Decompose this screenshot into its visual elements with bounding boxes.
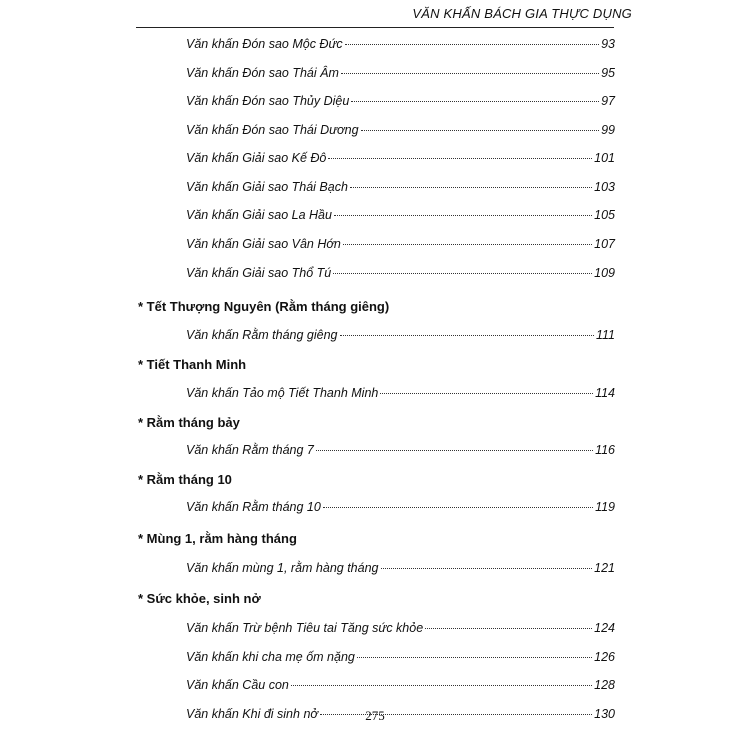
toc-entry-page: 99 <box>601 123 615 137</box>
running-header: VĂN KHẤN BÁCH GIA THỰC DỤNG <box>412 6 632 21</box>
dot-leader <box>333 273 592 274</box>
toc-entry-page: 114 <box>595 386 615 400</box>
toc-entry <box>186 123 615 137</box>
toc-entry-title: Văn khấn Giải sao Thổ Tú <box>186 266 332 280</box>
page-number: 275 <box>365 708 385 723</box>
toc-entry <box>186 94 615 108</box>
toc-entry-page: 97 <box>601 94 615 108</box>
toc-entry-title: Văn khấn Giải sao Thái Bạch <box>186 180 348 194</box>
toc-entry-page: 107 <box>594 237 615 251</box>
toc-entry <box>186 66 615 80</box>
toc-entry-page: 105 <box>594 208 615 222</box>
toc-entry-title: Văn khấn Giải sao Vân Hớn <box>186 237 341 251</box>
toc-entry-title: Văn khấn Đón sao Thái Dương <box>186 123 359 137</box>
toc-entry <box>186 208 615 222</box>
toc-entry-page: 103 <box>594 180 615 194</box>
toc-entry-page: 101 <box>594 151 615 165</box>
toc-entry-title: Văn khấn Khi đi sinh nở <box>186 707 318 721</box>
dot-leader <box>351 101 599 102</box>
dot-leader <box>341 73 599 74</box>
toc-entry <box>186 561 615 575</box>
toc-entry-title: Văn khấn Cầu con <box>186 678 289 692</box>
toc-entry-title: Văn khấn Rằm tháng giêng <box>186 328 338 342</box>
dot-leader <box>350 187 592 188</box>
toc-section-heading: * Rằm tháng bảy <box>138 415 240 430</box>
toc-entry-page: 121 <box>594 561 615 575</box>
toc-entry-title: Văn khấn Rằm tháng 7 <box>186 443 314 457</box>
dot-leader <box>361 130 600 131</box>
toc-entry <box>186 386 615 400</box>
toc-entry-page: 126 <box>594 650 615 664</box>
toc-section-heading: * Rằm tháng 10 <box>138 472 232 487</box>
toc-entry <box>186 650 615 664</box>
toc-entry <box>186 37 615 51</box>
toc-entry-page: 119 <box>595 500 615 514</box>
toc-entry <box>186 500 615 514</box>
toc-entry-title: Văn khấn Đón sao Thái Âm <box>186 66 339 80</box>
toc-entry <box>186 151 615 165</box>
toc-entry-page: 116 <box>595 443 615 457</box>
toc-section-heading: * Mùng 1, rằm hàng tháng <box>138 531 297 546</box>
dot-leader <box>343 244 592 245</box>
toc-entry-title: Văn khấn Tảo mộ Tiết Thanh Minh <box>186 386 379 400</box>
toc-entry <box>186 328 615 342</box>
dot-leader <box>328 158 592 159</box>
toc-entry-page: 128 <box>594 678 615 692</box>
toc-entry-title: Văn khấn Rằm tháng 10 <box>186 500 321 514</box>
toc-entry-title: Văn khấn mùng 1, rằm hàng tháng <box>186 561 379 575</box>
toc-entry-title: Văn khấn khi cha mẹ ốm nặng <box>186 650 355 664</box>
dot-leader <box>425 628 592 629</box>
toc-entry <box>186 678 615 692</box>
dot-leader <box>291 685 592 686</box>
dot-leader <box>316 450 593 451</box>
toc-entry <box>186 266 615 280</box>
toc-entry-title: Văn khấn Đón sao Thủy Diệu <box>186 94 350 108</box>
dot-leader <box>381 568 593 569</box>
toc-entry-page: 130 <box>594 707 615 721</box>
toc-entry-page: 111 <box>595 328 615 342</box>
dot-leader <box>334 215 592 216</box>
toc-entry-page: 93 <box>601 37 615 51</box>
toc-section-heading: * Sức khỏe, sinh nở <box>138 591 261 606</box>
toc-entry <box>186 180 615 194</box>
toc-entry <box>186 621 615 635</box>
toc-entry-title: Văn khấn Giải sao La Hầu <box>186 208 332 222</box>
toc-entry <box>186 443 615 457</box>
dot-leader <box>345 44 599 45</box>
toc-entry-title: Văn khấn Đón sao Mộc Đức <box>186 37 343 51</box>
toc-entry-title: Văn khấn Giải sao Kế Đô <box>186 151 327 165</box>
dot-leader <box>357 657 592 658</box>
toc-section-heading: * Tết Thượng Nguyên (Rằm tháng giêng) <box>138 299 390 314</box>
toc-section-heading: * Tiết Thanh Minh <box>138 357 247 372</box>
dot-leader <box>323 507 593 508</box>
toc-entry <box>186 237 615 251</box>
dot-leader <box>380 393 593 394</box>
toc-entry-page: 124 <box>594 621 615 635</box>
toc-entry-title: Văn khấn Trừ bệnh Tiêu tai Tăng sức khỏe <box>186 621 424 635</box>
dot-leader <box>340 335 594 336</box>
toc-entry-page: 109 <box>594 266 615 280</box>
toc-entry-page: 95 <box>601 66 615 80</box>
